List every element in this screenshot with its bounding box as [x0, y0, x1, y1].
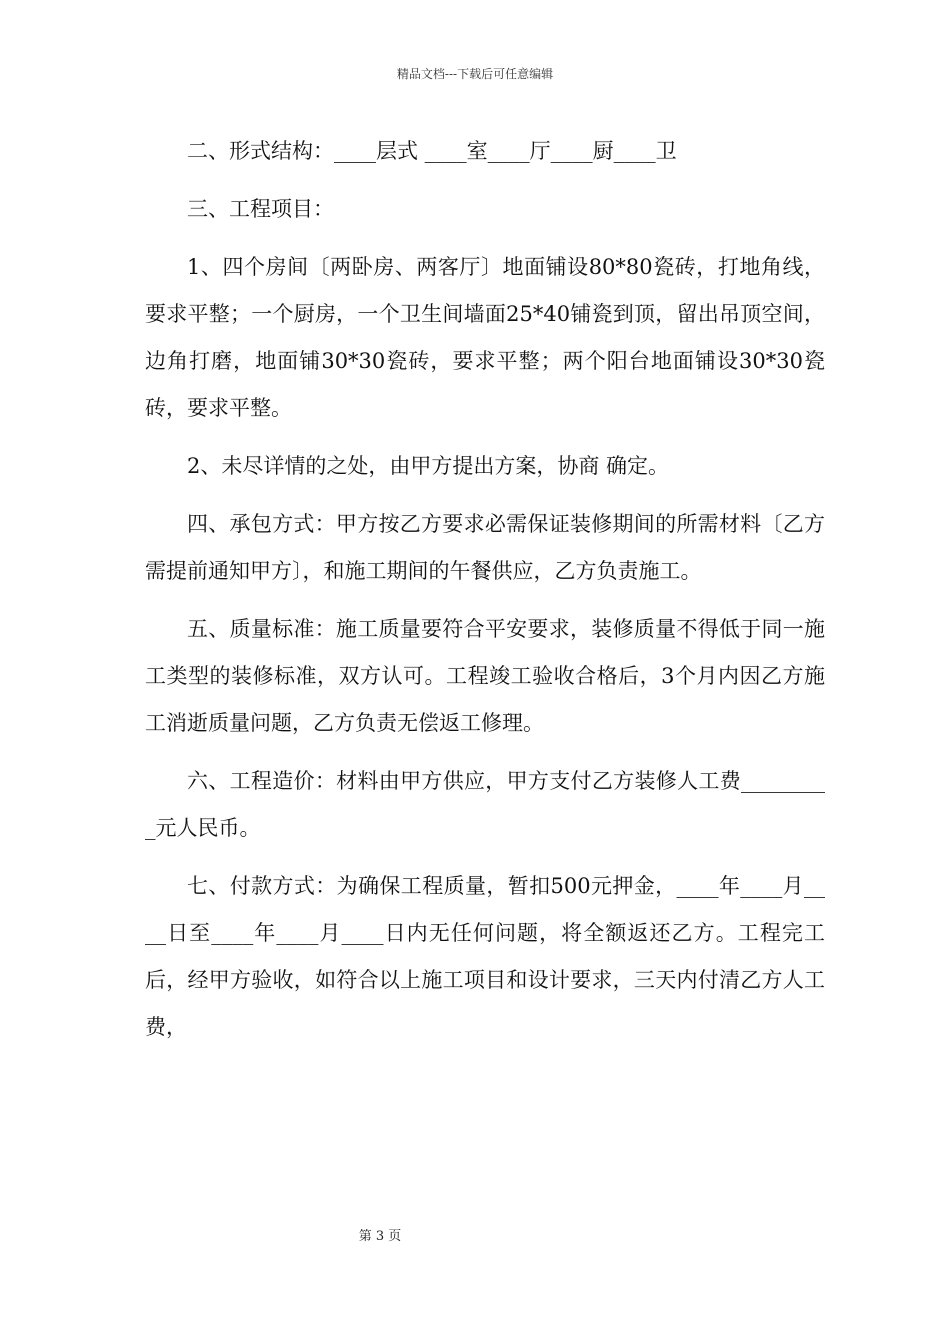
- paragraph-quality-standard: 五、质量标准：施工质量要符合平安要求，装修质量不得低于同一施工类型的装修标准，双方认可。工程竣工验收合格后，3个月内因乙方施工消逝质量问题，乙方负责无偿返工修理。: [145, 617, 825, 735]
- document-body: [145, 128, 825, 1062]
- page-header: 精品文档---下载后可任意编辑: [396, 67, 554, 81]
- paragraph-project-item-1: 1、四个房间〔两卧房、两客厅〕地面铺设80*80瓷砖，打地角线，要求平整；一个厨房，一个卫生间墙面25*40铺瓷到顶，留出吊顶空间，边角打磨，地面铺30*30瓷砖，要求平整；两个阳台地面铺设30*30瓷砖，要求平整。: [145, 255, 825, 420]
- paragraph-project-heading: 三、工程项目：: [187, 197, 334, 221]
- page-number: 第 3 页: [358, 1229, 402, 1244]
- paragraph-project-cost: 六、工程造价：材料由甲方供应，甲方支付乙方装修人工费_________元人民币。: [145, 769, 825, 840]
- paragraph-payment-method: 七、付款方式：为确保工程质量，暂扣500元押金，____年____月____日至____年____月____日内无任何问题，将全额返还乙方。工程完工后，经甲方验收，如符合以上施工项目和设计要求，三天内付清乙方人工费，: [145, 874, 825, 1039]
- paragraph-form-structure: 二、形式结构：____层式 ____室____厅____厨____卫: [187, 139, 677, 163]
- paragraph-project-item-2: 2、未尽详情的之处，由甲方提出方案，协商 确定。: [187, 454, 670, 478]
- paragraph-contract-method: 四、承包方式：甲方按乙方要求必需保证装修期间的所需材料〔乙方需提前通知甲方〕，和施工期间的午餐供应，乙方负责施工。: [145, 512, 825, 583]
